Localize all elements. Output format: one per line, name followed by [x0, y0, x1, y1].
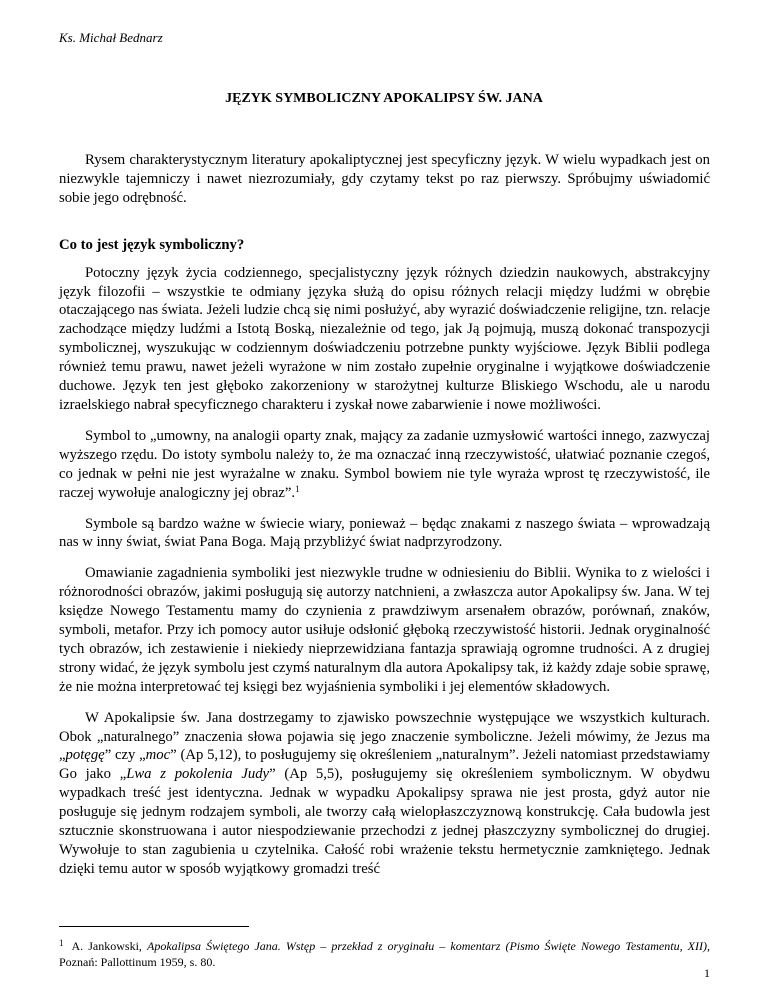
footnote: [59, 935, 710, 970]
paragraph-1: Potoczny język życia codziennego, specjalistyczny język różnych dziedzin naukowych, abstrakcyjny język filozofii – wszystkie te odmiany języka służą do opisu różnych relacji między ludźmi w obrębie otaczającego nas świata. Jeżeli ludzie chcą się nimi posłużyć, aby wyrazić doświadczenie religijne, tzn. relacje zachodzące między ludźmi a Istotą Boską, niezależnie od tego, jak Ją pojmują, muszą dokonać transpozycji symbolicznej, wyszukując w codziennym doświadczeniu potrzebne punkty wyjściowe. Język Biblii podlega również temu prawu, nawet jeżeli wyrażone w nim zostało zupełnie oryginalne i wyjątkowe doświadczenie duchowe. Język ten jest głęboko zakorzeniony w starożytnej kulturze Bliskiego Wschodu, ale u narodu izraelskiego nabrał specyficznego charakteru i zyskał nowe zabarwienie i nowe możliwości.: [59, 264, 710, 413]
paragraph-3: Symbole są bardzo ważne w świecie wiary, ponieważ – będąc znakami z naszego świata – wprowadzają nas w inny świat, świat Pana Boga. Mają przybliżyć świat nadprzyrodzony.: [59, 515, 710, 551]
paragraph-5-text: W Apokalipsie św. Jana dostrzegamy to zjawisko powszechnie występujące we wszystkich kulturach. Obok „naturalnego” znaczenia słowa pojawia się jego znaczenie symboliczne. Jeżeli mówimy, że Jezus ma „: [59, 709, 710, 764]
paragraph-5-text: ” czy „: [104, 747, 146, 764]
footnote-text: A. Jankowski,: [71, 939, 147, 953]
emphasis-term: Lwa z pokolenia Judy: [126, 766, 270, 783]
emphasis-term: moc: [145, 747, 171, 764]
page-number: 1: [704, 966, 710, 980]
paragraph-4: Omawianie zagadnienia symboliki jest niezwykle trudne w odniesieniu do Biblii. Wynika to z wielości i różnorodności obrazów, jakimi posługują się autorzy natchnieni, a zwłaszcza autor Apokalipsy św. Jana. W tej księdze Nowego Testamentu mamy do czynienia z prawdziwym arsenałem obrazów, porównań, znaków, symboli, metafor. Przy ich pomocy autor usiłuje odsłonić głęboką rzeczywistość historii. Jednak oryginalność tych obrazów, ich zestawienie i niekiedy nieprzewidziana fantazja sprawiają ogromne trudności. A z drugiej strony widać, że język symbolu jest czymś naturalnym dla autora Apokalipsy tak, iż każdy zdaje sobie sprawę, że nie można interpretować tej księgi bez wyjaśnienia symboliki i jej elementów składowych.: [59, 565, 710, 695]
intro-paragraph: Rysem charakterystycznym literatury apokaliptycznej jest specyficzny język. W wielu wypadkach jest on niezwykle tajemniczy i nawet niezrozumiały, gdy czytamy tekst po raz pierwszy. Spróbujmy uświadomić sobie jego odrębność.: [59, 152, 710, 206]
footnote-text: , Poznań: Pallottinum 1959, s. 80.: [59, 939, 710, 969]
paragraph-2: [59, 427, 710, 503]
paragraph-2-text: Symbol to „umowny, na analogii oparty znak, mający za zadanie uzmysłowić wartości innego, zazwyczaj wyższego rzędu. Do istoty symbolu należy to, że ma oznaczać inną rzeczywistość, ułatwiać poznanie czegoś, co jednak w pełni nie jest wyrażalne w znaku. Symbol bowiem nie tyle wyraża wprost tę rzeczywistość, ile raczej wywołuje analogiczny jej obraz”.: [59, 427, 710, 501]
section-heading: Co to jest język symboliczny?: [59, 236, 245, 253]
footnote-book-title: Apokalipsa Świętego Jana. Wstęp – przekład z oryginału – komentarz (Pismo Święte Nowego Testamentu, XII): [147, 939, 707, 953]
footnote-separator: [59, 926, 249, 927]
emphasis-term: potęgę: [65, 747, 105, 764]
paragraph-5-text: ” (Ap 5,5), posługujemy się określeniem symbolicznym. W obydwu wypadkach treść jest identyczna. Jednak w wypadku Apokalipsy sprawa nie jest prosta, gdyż autor nie posługuje się jednym rodzajem symboli, ale tworzy całą wielopłaszczyznową konstrukcję. Cała budowla jest sztucznie skonstruowana i autor niespodziewanie przechodzi z jednej płaszczyzny symbolicznej do drugiej. Wywołuje to stan zagubienia u czytelnika. Całość robi wrażenie tekstu hermetycznie zamkniętego. Jednak dzięki temu autor w sposób wyjątkowy gromadzi treść: [59, 766, 710, 877]
document-title: JĘZYK SYMBOLICZNY APOKALIPSY ŚW. JANA: [225, 91, 543, 106]
author-name: Ks. Michał Bednarz: [59, 30, 163, 45]
main-text: [59, 151, 710, 891]
footnote-mark: 1: [59, 938, 64, 948]
paragraph-5-text: ” (Ap 5,12), to posługujemy się określeniem „naturalnym”. Jeżeli natomiast przedstawiamy Go jako „: [59, 747, 710, 783]
footnote-reference[interactable]: 1: [295, 483, 300, 494]
paragraph-5: [59, 709, 710, 879]
